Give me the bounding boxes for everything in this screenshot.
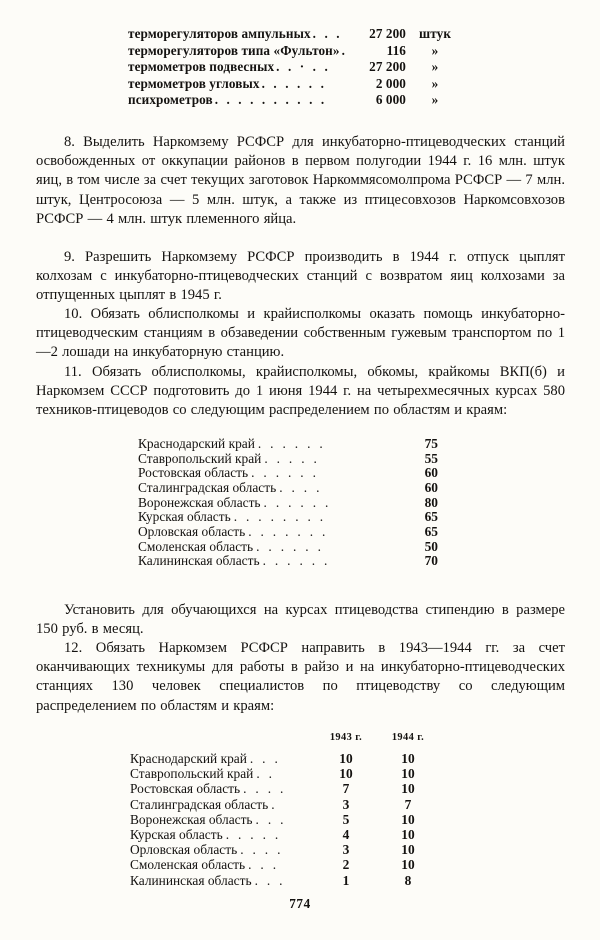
dot-leader: . . . . . .	[251, 466, 319, 481]
region-value: 65	[424, 523, 438, 539]
region-value: 60	[424, 465, 438, 481]
dot-leader: . . . . . . . .	[233, 510, 326, 525]
dot-leader: . . . . . .	[256, 539, 324, 554]
inventory-list	[128, 26, 458, 109]
inventory-item-name: терморегуляторов типа «Фультон»	[128, 42, 340, 58]
table-row	[138, 554, 438, 569]
value-cell: 10	[339, 751, 353, 766]
region-label-cell	[130, 781, 315, 796]
region-label-cell	[130, 857, 315, 872]
region-label-cell	[130, 873, 315, 888]
inventory-item-unit: »	[431, 92, 439, 108]
value-cell: 10	[401, 781, 415, 797]
inventory-item-unit: »	[431, 59, 439, 75]
inventory-item-value: 2 000	[375, 75, 406, 91]
inventory-row	[128, 92, 458, 109]
region-label-cell	[130, 827, 315, 842]
inventory-item-name: терморегуляторов ампульных	[128, 26, 311, 41]
inventory-item-name: термометров подвесных	[128, 59, 275, 75]
inventory-row	[128, 59, 458, 76]
inventory-row	[128, 43, 458, 60]
value-cell: 10	[401, 842, 415, 858]
dot-leader: . . . .	[279, 480, 323, 495]
region-value: 80	[424, 494, 438, 510]
region-name: Ставропольский край	[138, 450, 262, 466]
technicians-table	[138, 437, 438, 569]
table-row	[130, 751, 460, 766]
dot-leader: .	[271, 796, 278, 812]
table-row	[138, 540, 438, 555]
region-name: Орловская область	[130, 842, 238, 858]
value-cell: 1	[342, 872, 350, 888]
region-name: Воронежская область	[130, 811, 253, 827]
table-row	[138, 437, 438, 452]
column-header-1943: 1943 г.	[329, 732, 363, 743]
dot-leader: .	[341, 42, 348, 58]
region-name: Курская область	[138, 509, 231, 525]
paragraph-11: 11. Обязать облисполкомы, крайисполкомы, обкомы, крайкомы ВКП(б) и Наркомзем СССР подготовить до 1 июня 1944 г. на четырехмесячных курсах 580 техников-птицеводов со следующим распределением по областям и краям:	[36, 363, 565, 419]
table-row	[130, 842, 460, 857]
region-name: Калининская область	[130, 872, 252, 888]
inventory-item-unit: »	[431, 75, 439, 91]
paragraph-8: 8. Выделить Наркомзему РСФСР для инкубаторно-птицеводческих станций освобожденных от оккупации районов в первом полугодии 1944 г. 16 млн. штук яиц, в том числе за счет текущих заготовок Наркоммясомолпрома РСФСР — 7 млн. штук, Центросоюза — 5 млн. штук, а также из птицесовхозов Наркомсовхозов РСФСР — 4 млн. штук племенного яйца.	[36, 133, 565, 227]
dot-leader: . . . . .	[264, 451, 320, 466]
table-row	[130, 781, 460, 796]
dot-leader: . .	[256, 766, 275, 782]
region-value: 60	[424, 479, 438, 495]
value-cell: 10	[401, 811, 415, 827]
dot-leader: . . . . . .	[262, 554, 331, 569]
value-cell: 7	[404, 796, 412, 812]
page-number: 774	[289, 896, 311, 911]
region-value: 75	[424, 436, 438, 451]
table-row	[138, 452, 438, 467]
dot-leader: . . · . .	[276, 59, 331, 75]
value-cell: 5	[342, 811, 350, 827]
dot-leader: . . .	[254, 872, 286, 888]
region-name: Орловская область	[138, 523, 246, 539]
inventory-item-name: термометров угловых	[128, 75, 260, 91]
paragraph-stipend: Установить для обучающихся на курсах птицеводства стипендию в размере 150 руб. в месяц.	[36, 601, 565, 637]
region-name: Краснодарский край	[138, 436, 255, 451]
table-row	[130, 766, 460, 781]
region-label-cell	[130, 812, 315, 827]
dot-leader: . . . . . . .	[248, 524, 329, 539]
inventory-item-unit: »	[431, 42, 439, 58]
region-name: Курская область	[130, 827, 223, 843]
region-name: Калининская область	[138, 553, 260, 569]
table-row	[138, 496, 438, 511]
dot-leader: . . . . . .	[257, 437, 326, 451]
region-name: Смоленская область	[130, 857, 246, 873]
value-cell: 3	[342, 796, 350, 812]
table-row	[130, 797, 460, 812]
value-cell: 10	[401, 827, 415, 843]
dot-leader: . . . . . . . . . .	[214, 92, 327, 108]
region-value: 50	[424, 538, 438, 554]
paragraph-9: 9. Разрешить Наркомзему РСФСР производить в 1944 г. отпуск цыплят колхозам с инкубаторно-птицеводческих станций с возвратом яиц колхозами за отпущенных цыплят в 1945 г.	[36, 248, 565, 304]
dot-leader: . . .	[248, 857, 279, 873]
region-label-cell	[130, 797, 315, 812]
region-name: Сталинградская область	[138, 479, 277, 495]
region-label-cell	[130, 842, 315, 857]
dot-leader: . . . . . .	[263, 495, 332, 510]
value-cell: 7	[342, 781, 350, 797]
inventory-item-unit: штук	[418, 26, 452, 41]
table-row	[138, 510, 438, 525]
value-cell: 2	[342, 857, 350, 873]
value-cell: 10	[339, 766, 353, 782]
dot-leader: . . .	[312, 26, 343, 41]
table-header-row	[130, 730, 460, 745]
inventory-item-value: 27 200	[369, 26, 406, 41]
inventory-item-value: 116	[386, 42, 406, 58]
region-value: 55	[424, 450, 438, 466]
table-row	[130, 873, 460, 888]
region-name: Сталинградская область	[130, 796, 269, 812]
region-name: Ростовская область	[138, 465, 249, 481]
dot-leader: . . .	[255, 811, 287, 827]
region-name: Краснодарский край	[130, 751, 247, 766]
table-row	[130, 857, 460, 872]
column-header-1944: 1944 г.	[391, 732, 425, 743]
table-row	[130, 827, 460, 842]
inventory-item-value: 6 000	[375, 92, 406, 108]
paragraph-12: 12. Обязать Наркомзем РСФСР направить в 1943—1944 гг. за счет оканчивающих техникумы для работы в райзо и на инкубаторно-птицеводческих станциях 130 человек специалистов по птицеводству со следующим распределением по областям и краям:	[36, 639, 565, 714]
value-cell: 4	[342, 827, 350, 843]
specialists-table	[130, 730, 460, 888]
value-cell: 3	[342, 842, 350, 858]
dot-leader: . . . . . .	[261, 75, 327, 91]
dot-leader: . . . .	[243, 781, 287, 797]
value-cell: 10	[401, 857, 415, 873]
region-name: Воронежская область	[138, 494, 261, 510]
inventory-row	[128, 76, 458, 93]
region-name: Ростовская область	[130, 781, 241, 797]
inventory-item-name: психрометров	[128, 92, 213, 108]
region-value: 70	[424, 553, 438, 569]
region-label-cell	[130, 751, 315, 766]
value-cell: 10	[401, 751, 415, 766]
table-row	[138, 466, 438, 481]
table-row	[130, 812, 460, 827]
inventory-item-value: 27 200	[369, 59, 406, 75]
table-row	[138, 481, 438, 496]
region-label-cell	[130, 766, 315, 781]
region-value: 65	[424, 509, 438, 525]
inventory-row	[128, 26, 458, 43]
value-cell: 10	[401, 766, 415, 782]
table-row	[138, 525, 438, 540]
dot-leader: . . . . .	[225, 827, 282, 843]
paragraph-10: 10. Обязать облисполкомы и крайисполкомы оказать помощь инкубаторно-птицеводческим станциям в обзаведении собственным гужевым транспортом по 1—2 лошади на инкубаторную станцию.	[36, 305, 565, 361]
region-name: Ставропольский край	[130, 766, 254, 782]
region-name: Смоленская область	[138, 538, 254, 554]
value-cell: 8	[404, 872, 412, 888]
dot-leader: . . . .	[240, 842, 284, 858]
dot-leader: . . .	[249, 751, 281, 766]
